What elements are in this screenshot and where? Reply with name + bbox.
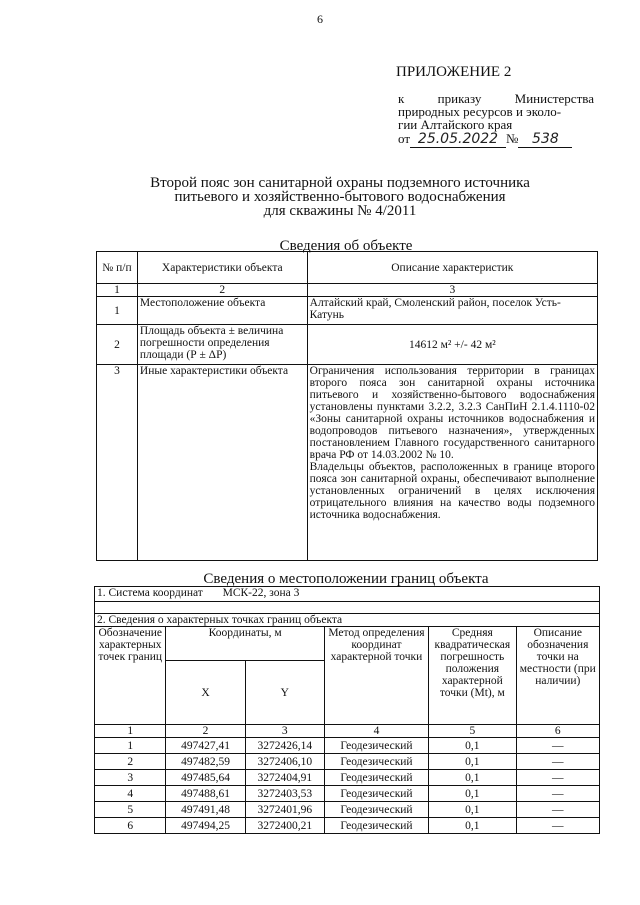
title-line-1: Второй пояс зон санитарной охраны подземного источника [150,175,530,191]
point-cell: 3 [95,770,166,786]
table-row [95,818,600,834]
y-cell: 3272426,14 [245,738,324,754]
header-point: Обозначение характерных точек границ [95,627,166,725]
object-table [96,251,598,561]
table-row [95,754,600,770]
x-cell: 497494,25 [166,818,245,834]
header-characteristic: Характеристики объекта [137,252,307,284]
table-row [95,786,600,802]
description-paragraph: Владельцы объектов, расположенных в границе второго пояса зон санитарной охраны, обеспечивают выполнение установленных ограничений в целях исключения отрицательного влияния на качество воды подземного источника водоснабжения. [309,461,595,521]
order-reference [398,92,594,131]
number-prefix: № [506,131,519,146]
row-num: 3 [97,365,138,561]
table-row [97,297,598,325]
point-cell: 2 [95,754,166,770]
col-index: 5 [429,725,517,738]
mse-cell: 0,1 [429,754,517,770]
col-index: 1 [95,725,166,738]
col-index: 1 [97,284,138,297]
order-line-2: природных ресурсов и эколо- [398,104,562,119]
spacer-row [95,602,600,614]
points-body [95,738,600,834]
method-cell: Геодезический [324,754,428,770]
order-line-3: гии Алтайского края [398,117,513,132]
coord-system-value: МСК-22, зона 3 [222,587,300,599]
object-section-heading: Сведения об объекте [279,238,413,254]
point-description-cell: — [516,738,599,754]
col-index: 3 [245,725,324,738]
coord-system-label: 1. Система координат [97,587,203,599]
table-row [95,738,600,754]
point-cell: 1 [95,738,166,754]
appendix-title: ПРИЛОЖЕНИЕ 2 [396,64,512,80]
y-cell: 3272404,91 [245,770,324,786]
row-characteristic: Иные характеристики объекта [137,365,307,561]
table-row [95,802,600,818]
header-mse: Средняя квадратическая погрешность положения характерной точки (Mt), м [429,627,517,725]
coord-system-cell [95,587,600,602]
y-cell: 3272403,53 [245,786,324,802]
handwritten-date: 25.05.2022 [410,131,506,148]
point-cell: 4 [95,786,166,802]
row-characteristic: Местоположение объекта [137,297,307,325]
point-description-cell: — [516,802,599,818]
header-method: Метод определения координат характерной точки [324,627,428,725]
mse-cell: 0,1 [429,738,517,754]
table-row [97,365,598,561]
location-table [94,586,600,834]
mse-cell: 0,1 [429,802,517,818]
y-cell: 3272400,21 [245,818,324,834]
row-description [307,365,597,561]
row-num: 2 [97,325,138,365]
point-cell: 6 [95,818,166,834]
col-index: 2 [137,284,307,297]
col-index: 4 [324,725,428,738]
mse-cell: 0,1 [429,770,517,786]
table-row [95,770,600,786]
header-coordinates: Координаты, м [166,627,324,661]
mse-cell: 0,1 [429,818,517,834]
x-cell: 497482,59 [166,754,245,770]
header-x: X [166,661,245,725]
point-cell: 5 [95,802,166,818]
col-index: 2 [166,725,245,738]
row-description: Алтайский край, Смоленский район, поселок Усть-Катунь [307,297,597,325]
row-characteristic: Площадь объекта ± величина погрешности определения площади (Р ± ΔР) [137,325,307,365]
x-cell: 497485,64 [166,770,245,786]
handwritten-number: 538 [518,131,572,148]
x-cell: 497488,61 [166,786,245,802]
header-point-description: Описание обозначения точки на местности (при наличии) [516,627,599,725]
mse-cell: 0,1 [429,786,517,802]
points-label: 2. Сведения о характерных точках границ объекта [95,614,600,627]
location-section-heading: Сведения о местоположении границ объекта [203,571,489,587]
table-row [97,325,598,365]
point-description-cell: — [516,770,599,786]
header-y: Y [245,661,324,725]
order-line-1: к приказу Министерства [398,91,594,106]
title-line-3: для скважины № 4/2011 [263,203,417,219]
method-cell: Геодезический [324,818,428,834]
x-cell: 497427,41 [166,738,245,754]
method-cell: Геодезический [324,738,428,754]
y-cell: 3272406,10 [245,754,324,770]
row-description: 14612 м² +/- 42 м² [307,325,597,365]
point-description-cell: — [516,786,599,802]
title-line-2: питьевого и хозяйственно-бытового водоснабжения [174,189,506,205]
method-cell: Геодезический [324,802,428,818]
description-paragraph: Ограничения использования территории в границах второго пояса зон санитарной охраны источника питьевого и хозяйственно-бытового водоснабжения установлены пунктами 3.2.2, 3.2.3 СанПиН 2.1.4.1110-02 «Зоны санитарной охраны источников водоснабжения и водопроводов питьевого назначения», утвержденных постановлением Главного государственного санитарного врача РФ от 14.03.2002 № 10. [309,365,595,461]
order-date-line [398,131,598,148]
row-num: 1 [97,297,138,325]
header-num: № п/п [97,252,138,284]
document-title [150,176,530,218]
point-description-cell: — [516,754,599,770]
col-index: 6 [516,725,599,738]
point-description-cell: — [516,818,599,834]
x-cell: 497491,48 [166,802,245,818]
date-prefix: от [398,131,411,146]
method-cell: Геодезический [324,770,428,786]
header-description: Описание характеристик [307,252,597,284]
col-index: 3 [307,284,597,297]
y-cell: 3272401,96 [245,802,324,818]
page-number: 6 [317,12,323,26]
method-cell: Геодезический [324,786,428,802]
